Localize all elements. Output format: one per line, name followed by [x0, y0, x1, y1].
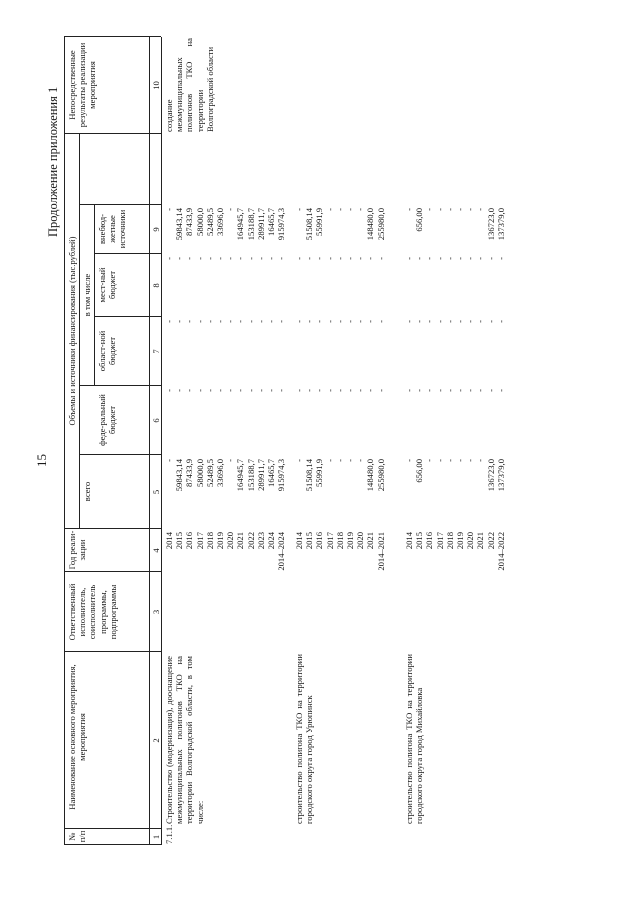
extrabudget-cell: 148480,0	[365, 208, 376, 241]
regional-cell: -	[324, 320, 335, 323]
col-number: 9	[151, 227, 161, 232]
year-cell: 2015	[304, 532, 315, 550]
federal-cell: -	[255, 389, 266, 392]
total-cell: -	[355, 459, 366, 462]
header-federal: феде-ральный бюджет	[97, 394, 118, 446]
extrabudget-cell: 55991,9	[314, 208, 325, 236]
federal-cell: -	[194, 389, 205, 392]
total-cell: -	[444, 459, 455, 462]
local-cell: -	[266, 257, 276, 260]
year-cell: 2022	[485, 532, 496, 550]
regional-cell: -	[485, 320, 496, 323]
year-cell: 2014	[164, 532, 174, 550]
page-number: 15	[34, 454, 49, 467]
total-cell: -	[334, 459, 345, 462]
total-cell: 55991,9	[314, 459, 325, 487]
regional-cell: -	[276, 320, 287, 323]
total-cell: 137379,0	[495, 459, 506, 492]
extrabudget-cell: 137379,0	[495, 208, 506, 241]
year-cell: 2019	[455, 532, 465, 550]
col-number: 4	[151, 548, 161, 553]
row-number: 7.1.1.	[164, 824, 174, 844]
year-cell: 2020	[355, 532, 366, 550]
extrabudget-cell: 915974,3	[276, 208, 287, 241]
row-result: создание межмуниципальных полигонов ТКО на территории Волгоградской области	[164, 38, 215, 132]
federal-cell: -	[276, 389, 287, 392]
total-cell: 59843,14	[174, 459, 185, 492]
local-cell: -	[215, 257, 225, 260]
extrabudget-cell: -	[294, 208, 304, 211]
year-cell: 2020	[225, 532, 236, 550]
regional-cell: -	[465, 320, 476, 323]
extrabudget-cell: -	[475, 208, 486, 211]
year-cell: 2014–2021	[375, 532, 386, 571]
local-cell: -	[444, 257, 455, 260]
extrabudget-cell: 289911,7	[255, 208, 266, 240]
total-cell: 51508,14	[304, 459, 315, 492]
year-cell: 2018	[204, 532, 215, 550]
local-cell: -	[424, 257, 435, 260]
local-cell: -	[375, 257, 386, 260]
local-cell: -	[404, 257, 414, 260]
year-cell: 2021	[235, 532, 246, 550]
col-number: 6	[151, 418, 161, 423]
row-name: строительство полигона ТКО на территории городского округа город Урюпинск	[294, 654, 315, 824]
federal-cell: -	[174, 389, 185, 392]
regional-cell: -	[215, 320, 225, 323]
continuation-note: Продолжение приложения 1	[46, 86, 60, 237]
federal-cell: -	[184, 389, 195, 392]
extrabudget-cell: -	[455, 208, 465, 211]
extrabudget-cell: 58000,0	[194, 208, 205, 236]
total-cell: -	[225, 459, 236, 462]
federal-cell: -	[365, 389, 376, 392]
year-cell: 2019	[345, 532, 355, 550]
local-cell: -	[355, 257, 366, 260]
extrabudget-cell: -	[404, 208, 414, 211]
federal-cell: -	[314, 389, 325, 392]
regional-cell: -	[245, 320, 256, 323]
extrabudget-cell: 136723,0	[485, 208, 496, 241]
regional-cell: -	[225, 320, 236, 323]
regional-cell: -	[365, 320, 376, 323]
year-cell: 2021	[365, 532, 376, 550]
regional-cell: -	[184, 320, 195, 323]
header-extrabudget: внебюд-жетные источники	[97, 209, 128, 249]
local-cell: -	[164, 257, 174, 260]
total-cell: 915974,3	[276, 459, 287, 492]
extrabudget-cell: -	[434, 208, 445, 211]
local-cell: -	[235, 257, 246, 260]
year-cell: 2014–2024	[276, 532, 287, 571]
local-cell: -	[194, 257, 205, 260]
header-responsible: Ответственный исполнитель, соисполнитель программы, подпрограммы	[67, 583, 118, 641]
header-local: мест-ный бюджет	[97, 267, 118, 303]
header-num: № п/п	[67, 830, 88, 843]
regional-cell: -	[174, 320, 185, 323]
total-cell: -	[465, 459, 476, 462]
year-cell: 2018	[334, 532, 345, 550]
total-cell: 136723,0	[485, 459, 496, 492]
local-cell: -	[334, 257, 345, 260]
extrabudget-cell: -	[465, 208, 476, 211]
federal-cell: -	[164, 389, 174, 392]
regional-cell: -	[455, 320, 465, 323]
row-name: Строительство (модернизация), дооснащение межмуниципальных полигонов ТКО на территории Волгоградской области, в том числе:	[164, 656, 205, 824]
total-cell: -	[424, 459, 435, 462]
regional-cell: -	[424, 320, 435, 323]
header-year: Год реали-зации	[67, 530, 88, 570]
federal-cell: -	[424, 389, 435, 392]
local-cell: -	[485, 257, 496, 260]
regional-cell: -	[304, 320, 315, 323]
extrabudget-cell: -	[355, 208, 366, 211]
year-cell: 2020	[465, 532, 476, 550]
federal-cell: -	[444, 389, 455, 392]
year-cell: 2017	[194, 532, 205, 550]
total-cell: -	[475, 459, 486, 462]
regional-cell: -	[266, 320, 276, 323]
federal-cell: -	[324, 389, 335, 392]
regional-cell: -	[345, 320, 355, 323]
year-cell: 2014	[294, 532, 304, 550]
extrabudget-cell: 16465,7	[266, 208, 276, 236]
local-cell: -	[434, 257, 445, 260]
total-cell: 255980,0	[375, 459, 386, 492]
total-cell: 33696,0	[215, 459, 225, 487]
extrabudget-cell: -	[424, 208, 435, 211]
extrabudget-cell: 51508,14	[304, 208, 315, 241]
header-result: Непосредственные результаты реализации мероприятия	[67, 42, 98, 128]
regional-cell: -	[475, 320, 486, 323]
header-financing: Объемы и источники финансирования (тыс.рублей)	[67, 236, 77, 426]
regional-cell: -	[164, 320, 174, 323]
regional-cell: -	[434, 320, 445, 323]
local-cell: -	[475, 257, 486, 260]
header-regional: област-ной бюджет	[97, 330, 118, 372]
col-number: 5	[151, 489, 161, 495]
col-number: 1	[151, 834, 161, 840]
federal-cell: -	[465, 389, 476, 392]
extrabudget-cell: -	[324, 208, 335, 211]
regional-cell: -	[235, 320, 246, 323]
extrabudget-cell: 33696,0	[215, 208, 225, 236]
local-cell: -	[304, 257, 315, 260]
local-cell: -	[204, 257, 215, 260]
total-cell: 87433,9	[184, 459, 195, 487]
year-cell: 2022	[245, 532, 256, 550]
total-cell: -	[455, 459, 465, 462]
regional-cell: -	[204, 320, 215, 323]
year-cell: 2015	[414, 532, 425, 550]
regional-cell: -	[414, 320, 425, 323]
local-cell: -	[324, 257, 335, 260]
federal-cell: -	[455, 389, 465, 392]
extrabudget-cell: -	[225, 208, 236, 211]
local-cell: -	[276, 257, 287, 260]
col-number: 8	[151, 283, 161, 288]
federal-cell: -	[485, 389, 496, 392]
total-cell: 58000,0	[194, 459, 205, 487]
local-cell: -	[174, 257, 185, 260]
header-name: Наименование основного мероприятия, мероприятия	[67, 664, 88, 810]
total-cell: -	[404, 459, 414, 462]
total-cell: -	[345, 459, 355, 462]
extrabudget-cell: 87433,9	[184, 208, 195, 236]
federal-cell: -	[345, 389, 355, 392]
col-number: 7	[151, 349, 161, 354]
total-cell: -	[294, 459, 304, 462]
extrabudget-cell: 59843,14	[174, 208, 185, 241]
federal-cell: -	[245, 389, 256, 392]
total-cell: -	[324, 459, 335, 462]
extrabudget-cell: -	[164, 208, 174, 211]
total-cell: -	[164, 459, 174, 462]
header-including: в том числе	[82, 273, 92, 317]
col-number: 2	[151, 738, 161, 743]
regional-cell: -	[495, 320, 506, 323]
federal-cell: -	[225, 389, 236, 392]
local-cell: -	[414, 257, 425, 260]
total-cell: 52489,5	[204, 459, 215, 487]
regional-cell: -	[355, 320, 366, 323]
local-cell: -	[294, 257, 304, 260]
regional-cell: -	[194, 320, 205, 323]
total-cell: 164945,7	[235, 459, 246, 492]
regional-cell: -	[255, 320, 266, 323]
year-cell: 2016	[424, 532, 435, 550]
regional-cell: -	[314, 320, 325, 323]
year-cell: 2014–2022	[495, 532, 506, 571]
federal-cell: -	[355, 389, 366, 392]
federal-cell: -	[475, 389, 486, 392]
federal-cell: -	[235, 389, 246, 392]
year-cell: 2016	[184, 532, 195, 550]
local-cell: -	[345, 257, 355, 260]
local-cell: -	[495, 257, 506, 260]
year-cell: 2017	[434, 532, 445, 550]
local-cell: -	[365, 257, 376, 260]
year-cell: 2021	[475, 532, 486, 550]
local-cell: -	[255, 257, 266, 260]
extrabudget-cell: 164945,7	[235, 208, 246, 241]
local-cell: -	[314, 257, 325, 260]
year-cell: 2017	[324, 532, 335, 550]
federal-cell: -	[215, 389, 225, 392]
total-cell: 16465,7	[266, 459, 276, 487]
year-cell: 2024	[266, 532, 276, 550]
rotated-page	[34, 32, 634, 882]
federal-cell: -	[266, 389, 276, 392]
extrabudget-cell: 255980,0	[375, 208, 386, 241]
federal-cell: -	[375, 389, 386, 392]
regional-cell: -	[375, 320, 386, 323]
extrabudget-cell: 656,00	[414, 208, 425, 232]
federal-cell: -	[304, 389, 315, 392]
local-cell: -	[455, 257, 465, 260]
total-cell: 289911,7	[255, 459, 266, 491]
federal-cell: -	[294, 389, 304, 392]
federal-cell: -	[434, 389, 445, 392]
extrabudget-cell: -	[444, 208, 455, 211]
regional-cell: -	[404, 320, 414, 323]
regional-cell: -	[334, 320, 345, 323]
year-cell: 2023	[255, 532, 266, 550]
federal-cell: -	[495, 389, 506, 392]
federal-cell: -	[334, 389, 345, 392]
total-cell: 153188,7	[245, 459, 256, 492]
regional-cell: -	[294, 320, 304, 323]
local-cell: -	[245, 257, 256, 260]
federal-cell: -	[414, 389, 425, 392]
year-cell: 2018	[444, 532, 455, 550]
total-cell: -	[434, 459, 445, 462]
federal-cell: -	[204, 389, 215, 392]
extrabudget-cell: 153188,7	[245, 208, 256, 241]
year-cell: 2014	[404, 532, 414, 550]
year-cell: 2016	[314, 532, 325, 550]
col-number: 10	[151, 81, 161, 90]
total-cell: 656,00	[414, 459, 425, 483]
total-cell: 148480,0	[365, 459, 376, 492]
year-cell: 2019	[215, 532, 225, 550]
row-name: строительство полигона ТКО на территории городского округа город Михайловка	[404, 654, 425, 824]
header-total: всего	[82, 481, 92, 502]
local-cell: -	[225, 257, 236, 260]
local-cell: -	[465, 257, 476, 260]
extrabudget-cell: -	[345, 208, 355, 211]
extrabudget-cell: 52489,5	[204, 208, 215, 236]
federal-cell: -	[404, 389, 414, 392]
year-cell: 2015	[174, 532, 185, 550]
extrabudget-cell: -	[334, 208, 345, 211]
local-cell: -	[184, 257, 195, 260]
regional-cell: -	[444, 320, 455, 323]
col-number: 3	[151, 609, 161, 615]
